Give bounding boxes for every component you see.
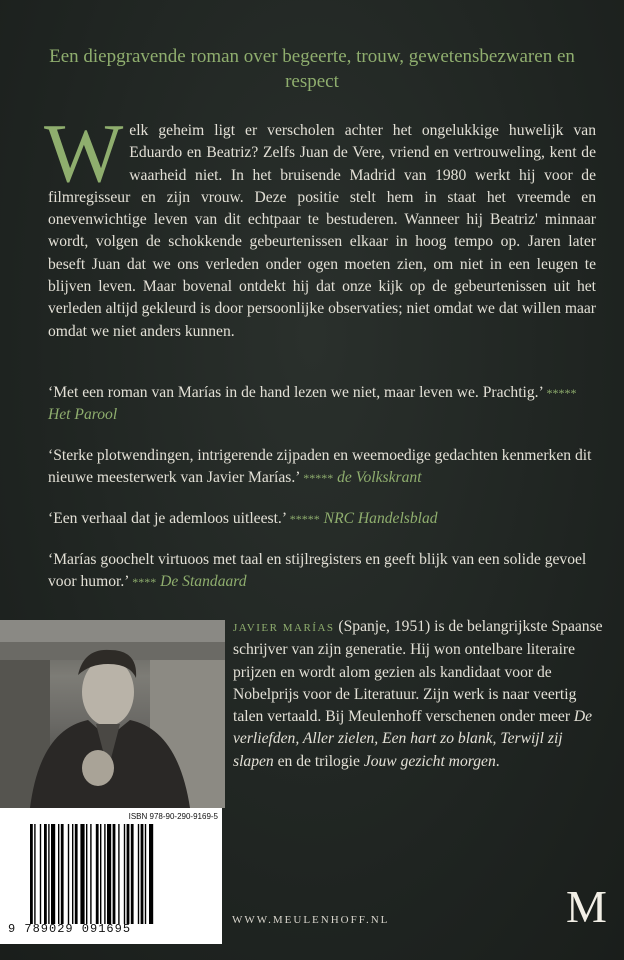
barcode-bar	[90, 824, 91, 924]
barcode-bar	[118, 824, 119, 924]
barcode-bar	[72, 824, 73, 924]
drop-cap: W	[44, 107, 124, 200]
trilogy-title: Jouw gezicht morgen	[363, 752, 496, 770]
bio-text: (Spanje, 1951) is de belangrijkste Spaanse schrijver van zijn generatie. Hij won ontelbare literaire prijzen en wordt alom gezien als kandidaat voor de Nobelprijs voor de Literatuur. Zijn werk is naar veertig talen vertaald. Bij Meulenhoff verschenen onder meer	[233, 618, 603, 726]
barcode-bar	[58, 824, 59, 924]
barcode-bar	[86, 824, 87, 924]
barcode-bar	[100, 824, 101, 924]
quote-source: Het Parool	[48, 406, 118, 423]
barcode-bar	[40, 824, 41, 924]
barcode-bar	[68, 824, 69, 924]
barcode	[30, 824, 210, 924]
barcode-bar	[48, 824, 49, 924]
barcode-bar	[34, 824, 35, 924]
quote-text: ‘Sterke plotwendingen, intrigerende zijpaden en weemoedige gedachten kenmerken dit nieuwe meesterwerk van Javier Marías.’	[48, 447, 592, 486]
author-portrait-illustration	[0, 620, 225, 808]
barcode-bar	[145, 824, 146, 924]
review-quote	[48, 382, 596, 426]
review-quotes	[48, 382, 596, 612]
rating-stars: ****	[132, 575, 157, 589]
quote-source: NRC Handelsblad	[323, 510, 438, 527]
review-quote	[48, 445, 596, 489]
barcode-bar	[80, 824, 84, 924]
quote-source: De Standaard	[160, 573, 247, 590]
barcode-box	[0, 808, 222, 944]
review-quote	[48, 508, 596, 530]
barcode-bar	[124, 824, 125, 924]
blurb-text: elk geheim ligt er verscholen achter het ongelukkige huwelijk van Eduardo en Beatriz? Zelfs Juan de Vere, vriend en vertrouweling, kent de waarheid niet. In het bruisende Madrid van 1980 werkt hij voor de filmregisseur en zijn vrouw. Deze positie stelt hem in staat het vreemde en onevenwichtige leven van dit echtpaar te bestuderen. Wanneer hij Beatriz' minnaar wordt, volgen de schokkende gebeurtenissen elkaar in hoog tempo op. Jaren later beseft Juan dat we ons verleden onder ogen moeten zien, om niet in een leugen te blijven leven. Maar bovenal ontdekt hij dat onze kijk op de gebeurtenissen uit het verleden altijd gekleurd is door persoonlijke observaties; niet omdat we dat willen maar omdat we niet anders kunnen.	[48, 122, 596, 340]
author-photo	[0, 620, 225, 808]
barcode-bar	[75, 824, 78, 924]
blurb	[44, 107, 596, 343]
barcode-bar	[113, 824, 116, 924]
barcode-bar	[141, 824, 144, 924]
author-name: JAVIER MARÍAS	[233, 622, 335, 634]
barcode-bar	[51, 824, 55, 924]
quote-text: ‘Met een roman van Marías in de hand lezen we niet, maar leven we. Prachtig.’	[48, 384, 543, 401]
quote-text: ‘Een verhaal dat je ademloos uitleest.’	[48, 510, 286, 527]
author-bio	[233, 616, 603, 773]
barcode-bar	[30, 824, 33, 924]
publisher-website: WWW.MEULENHOFF.NL	[232, 914, 390, 926]
barcode-bar	[96, 824, 99, 924]
isbn-label: ISBN 978-90-290-9169-5	[128, 812, 218, 821]
barcode-bar	[61, 824, 64, 924]
rating-stars: *****	[303, 471, 334, 485]
quote-text: ‘Marías goochelt virtuoos met taal en stijlregisters en geeft blijk van een solide gevoel voor humor.’	[48, 551, 587, 590]
barcode-bar	[104, 824, 105, 924]
barcode-bar	[131, 824, 134, 924]
bio-text: .	[495, 752, 500, 770]
book-titles: De verliefden, Aller zielen, Een hart zo blank, Terwijl zij slapen	[233, 708, 593, 770]
rating-stars: *****	[289, 512, 320, 526]
publisher-logo: M	[566, 881, 607, 932]
rating-stars: *****	[546, 386, 577, 400]
barcode-bar	[127, 824, 130, 924]
barcode-bar	[107, 824, 111, 924]
barcode-bar	[138, 824, 139, 924]
barcode-number: 9 789029 091695	[8, 922, 132, 936]
barcode-bar	[149, 824, 153, 924]
barcode-bar	[44, 824, 47, 924]
quote-source: de Volkskrant	[337, 469, 422, 486]
bio-text: en de trilogie	[273, 752, 364, 770]
review-quote	[48, 549, 596, 593]
tagline: Een diepgravende roman over begeerte, trouw, gewetensbezwaren en respect	[49, 46, 575, 92]
